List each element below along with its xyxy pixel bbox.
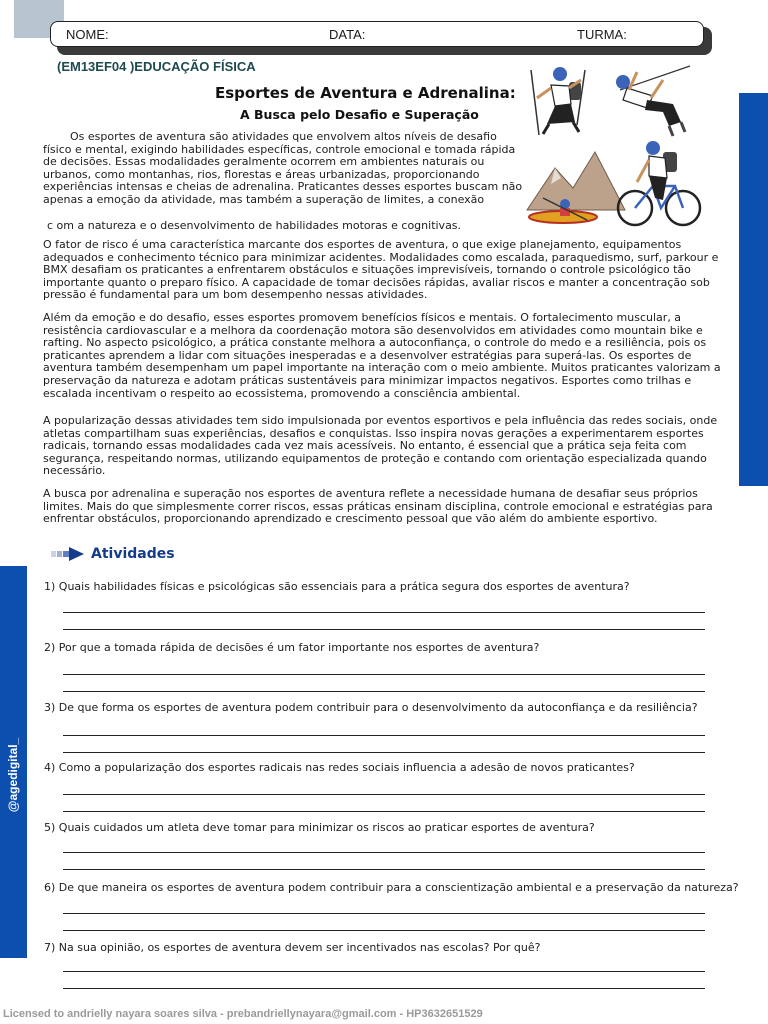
adventure-sports-illustration xyxy=(525,60,705,230)
intro-paragraph-end: c om a natureza e o desenvolvimento de habilidades motoras e cognitivas. xyxy=(47,219,462,232)
answer-line[interactable] xyxy=(63,674,705,675)
side-watermark-label: @agedigital_ xyxy=(6,737,20,813)
question-6: 6) De que maneira os esportes de aventura podem contribuir para a conscientização ambiental e a preservação da natureza? xyxy=(44,881,739,894)
cyclist-icon xyxy=(618,141,700,225)
popularization-paragraph: A popularização dessas atividades tem sido impulsionada por eventos esportivos e pela influência das redes sociais, onde atletas compartilham suas experiências, desafios e conquistas. Isso inspira novas gerações a experimentarem esportes radicais, tornando essas modalidades cada vez mais acessíveis. No entanto, é essencial que a prática seja feita com segurança, respeitando normas, utilizando equipamentos de proteção e contando com orientação especializada quando necessário. xyxy=(43,414,718,478)
risk-paragraph: O fator de risco é uma característica marcante dos esportes de aventura, o que exige planejamento, equipamentos adequados e conhecimento técnico para minimizar acidentes. Modalidades como escalada, paraquedismo, surf, parkour e BMX desafiam os praticantes a enfrentarem obstáculos e situações imprevisíveis, tornando o controle psicológico tão importante quanto o preparo físico. A capacidade de tomar decisões rápidas, avaliar riscos e manter a concentração sob pressão é fundamental para um bom desempenho nessas atividades. xyxy=(43,238,719,302)
question-1: 1) Quais habilidades físicas e psicológicas são essenciais para a prática segura dos esportes de aventura? xyxy=(44,580,630,593)
conclusion-paragraph: A busca por adrenalina e superação nos esportes de aventura reflete a necessidade humana de desafiar seus próprios limites. Mais do que simplesmente correr riscos, essas práticas ensinam disciplina, controle emocional e estratégias para enfrentar obstáculos, proporcionando aprendizado e crescimento pessoal que vão além do ambiente esportivo. xyxy=(43,487,713,526)
answer-line[interactable] xyxy=(63,691,705,692)
answer-line[interactable] xyxy=(63,735,705,736)
activities-label: Atividades xyxy=(91,546,175,562)
question-2: 2) Por que a tomada rápida de decisões é um fator importante nos esportes de aventura? xyxy=(44,641,540,654)
answer-line[interactable] xyxy=(63,752,705,753)
answer-line[interactable] xyxy=(63,612,705,613)
license-footer: Licensed to andrielly nayara soares silva - prebandriellynayara@gmail.com - HP3632651529 xyxy=(3,1008,483,1020)
curriculum-code: (EM13EF04 )EDUCAÇÃO FÍSICA xyxy=(57,59,256,74)
answer-line[interactable] xyxy=(63,629,705,630)
answer-line[interactable] xyxy=(63,913,705,914)
intro-paragraph: Os esportes de aventura são atividades que envolvem altos níveis de desafio físico e mental, exigindo habilidades específicas, controle emocional e tomada rápida de decisões. Essas modalidades geralmente ocorrem em ambientes naturais ou urbanos, como montanhas, rios, florestas e áreas urbanizadas, proporcionando experiências intensas e cheias de adrenalina. Praticantes desses esportes buscam não apenas a emoção da atividade, mas também a superação de limites, a conexão xyxy=(43,130,523,206)
right-decorative-bar xyxy=(739,93,768,486)
answer-line[interactable] xyxy=(63,971,705,972)
name-label: NOME: xyxy=(66,27,109,42)
hiker-icon xyxy=(531,67,585,135)
answer-line[interactable] xyxy=(63,811,705,812)
mountain-icon xyxy=(527,152,625,210)
page-subtitle: A Busca pelo Desafio e Superação xyxy=(240,107,479,122)
date-label: DATA: xyxy=(329,27,366,42)
answer-line[interactable] xyxy=(63,988,705,989)
question-4: 4) Como a popularização dos esportes radicais nas redes sociais influencia a adesão de novos praticantes? xyxy=(44,761,635,774)
arrow-right-icon xyxy=(51,546,85,562)
question-7: 7) Na sua opinião, os esportes de aventura devem ser incentivados nas escolas? Por quê? xyxy=(44,941,541,954)
question-3: 3) De que forma os esportes de aventura podem contribuir para o desenvolvimento da autoconfiança e da resiliência? xyxy=(44,701,698,714)
benefits-paragraph: Além da emoção e do desafio, esses esportes promovem benefícios físicos e mentais. O fortalecimento muscular, a resistência cardiovascular e a melhora da coordenação motora são desenvolvidos em atividades como mountain bike e rafting. No aspecto psicológico, a prática constante melhora a autoconfiança, o controle do medo e a resiliência, pois os praticantes aprendem a lidar com situações inesperadas e a desenvolver estratégias para superá-las. Os esportes de aventura também desempenham um papel importante na interação com o meio ambiente. Muitos praticantes valorizam a preservação da natureza e adotam práticas sustentáveis para minimizar impactos negativos. Esportes como trilhas e escalada incentivam o respeito ao ecossistema, promovendo a consciência ambiental. xyxy=(43,311,721,400)
answer-line[interactable] xyxy=(63,930,705,931)
activities-heading xyxy=(51,544,175,564)
answer-line[interactable] xyxy=(63,794,705,795)
answer-line[interactable] xyxy=(63,869,705,870)
student-header xyxy=(50,21,704,47)
answer-line[interactable] xyxy=(63,852,705,853)
class-label: TURMA: xyxy=(577,27,627,42)
climber-icon xyxy=(616,66,690,136)
question-5: 5) Quais cuidados um atleta deve tomar para minimizar os riscos ao praticar esportes de aventura? xyxy=(44,821,595,834)
page-title: Esportes de Aventura e Adrenalina: xyxy=(215,84,516,102)
